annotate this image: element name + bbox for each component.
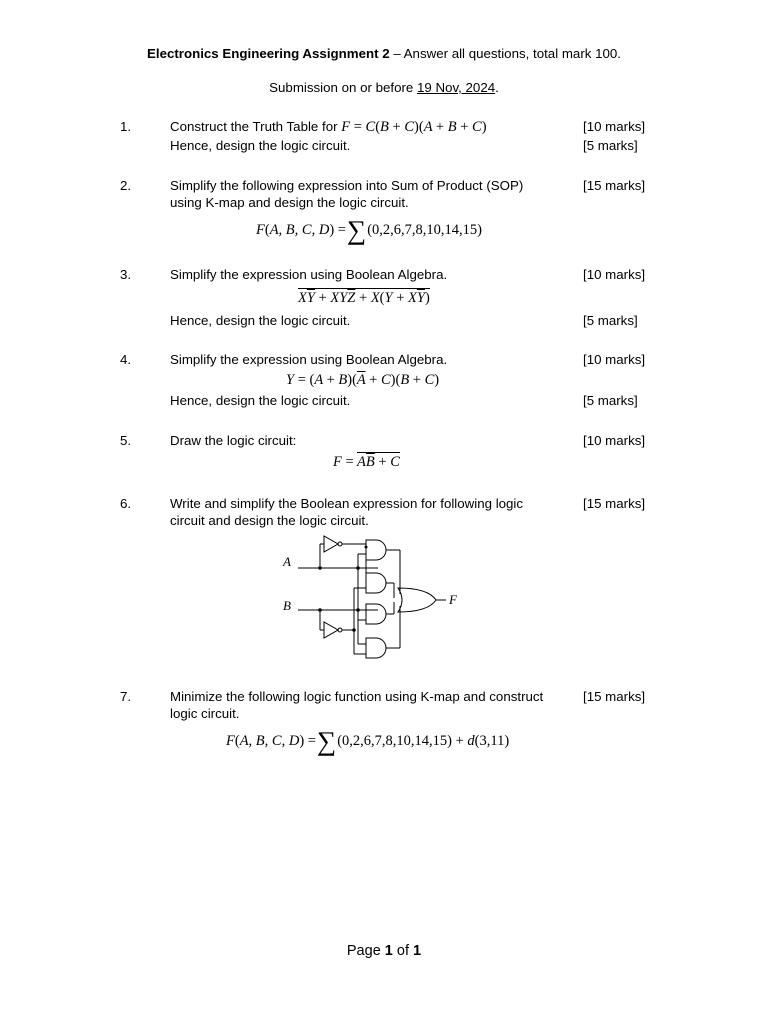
question-text: Construct the Truth Table for F = C(B + C)(A + B + C) [170, 119, 487, 135]
question-expression: F(A, B, C, D) =∑(0,2,6,7,8,10,14,15) + d(3,11) [226, 726, 510, 756]
input-b-label: B [283, 598, 291, 613]
question-number: 4. [120, 352, 132, 367]
submission-date: 19 Nov, 2024 [417, 80, 496, 95]
document-title: Electronics Engineering Assignment 2 – Answer all questions, total mark 100. [147, 46, 621, 61]
question-number: 6. [120, 496, 132, 511]
question-marks: [15 marks] [583, 689, 646, 704]
or-gate [398, 588, 436, 612]
question-text: Simplify the following expression into Sum of Product (SOP) [170, 178, 524, 193]
question-number: 2. [120, 178, 132, 193]
question-marks: [10 marks] [583, 267, 646, 282]
question-marks: [15 marks] [583, 496, 646, 511]
question-text: Write and simplify the Boolean expression for following logic [170, 496, 524, 511]
question-number: 1. [120, 119, 132, 134]
question-text: logic circuit. [170, 706, 240, 721]
output-f-label: F [449, 592, 457, 607]
not-gate-bottom [324, 622, 338, 638]
question-marks: [5 marks] [583, 138, 638, 153]
question-text: Draw the logic circuit: [170, 433, 297, 448]
page-footer: Page 1 of 1 [346, 943, 422, 959]
question-text: Hence, design the logic circuit. [170, 138, 351, 153]
not-gate-top [324, 536, 338, 552]
question-number: 7. [120, 689, 132, 704]
question-expression: $Y = (A + B)(\overline{A} + C)(B + C)$ [286, 372, 440, 388]
question-expression: $X\overline{Y} + XY\overline{Z} + X(Y + X\overline{Y})$ [298, 290, 430, 306]
question-text: Hence, design the logic circuit. [170, 393, 351, 408]
question-number: 5. [120, 433, 132, 448]
submission-line: Submission on or before 19 Nov, 2024. [269, 80, 499, 95]
question-text: Minimize the following logic function using K-map and construct [170, 689, 544, 704]
question-marks: [10 marks] [583, 119, 646, 134]
question-text: using K-map and design the logic circuit. [170, 195, 409, 210]
and-gate-1 [366, 540, 386, 560]
question-expression: F = C(B + C)(A + B + C) [341, 119, 487, 135]
logic-circuit-diagram [278, 530, 478, 670]
question-text: Hence, design the logic circuit. [170, 313, 351, 328]
and-gate-2 [366, 573, 386, 593]
question-number: 3. [120, 267, 132, 282]
question-text: circuit and design the logic circuit. [170, 513, 369, 528]
and-gate-3 [366, 604, 386, 624]
question-text: Simplify the expression using Boolean Algebra. [170, 352, 448, 367]
question-text: Simplify the expression using Boolean Algebra. [170, 267, 448, 282]
input-a-label: A [283, 554, 291, 569]
question-marks: [15 marks] [583, 178, 646, 193]
question-marks: [5 marks] [583, 313, 638, 328]
question-expression: F(A, B, C, D) =∑(0,2,6,7,8,10,14,15) [256, 215, 482, 245]
and-gate-4 [366, 638, 386, 658]
question-marks: [5 marks] [583, 393, 638, 408]
question-marks: [10 marks] [583, 433, 646, 448]
question-expression: $F = A\overline{B} + C$ [333, 454, 400, 470]
question-marks: [10 marks] [583, 352, 646, 367]
